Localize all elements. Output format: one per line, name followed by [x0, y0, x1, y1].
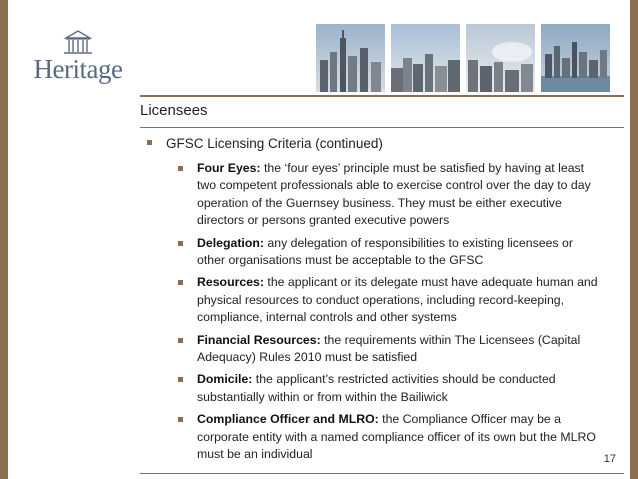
- bullet-marker: [178, 338, 183, 343]
- bullet-marker: [178, 280, 183, 285]
- bullet-marker: [178, 166, 183, 171]
- bullet-marker: [178, 241, 183, 246]
- title-divider: [140, 127, 624, 128]
- item-text: the applicant’s restricted activities should be conducted substantially within or from within the Bailiwick: [197, 372, 556, 404]
- city-skyline-photo-1: [316, 24, 385, 92]
- page-number: 17: [603, 453, 616, 465]
- footer-divider: [140, 473, 624, 474]
- item-term: Financial Resources:: [197, 332, 321, 347]
- bullet-marker: [178, 377, 183, 382]
- left-border-bar: [0, 0, 8, 479]
- city-skyline-photo-2: [391, 24, 460, 92]
- list-item: [178, 371, 598, 406]
- bullet-marker: [147, 140, 152, 145]
- item-term: Compliance Officer and MLRO:: [197, 412, 379, 427]
- main-bullet-text: GFSC Licensing Criteria (continued): [166, 136, 383, 151]
- item-text: the Compliance Officer may be a corporate entity with a named compliance officer of its own but the MLRO must be an individual: [197, 412, 596, 462]
- item-text: the requirements within The Licensees (Capital Adequacy) Rules 2010 must be satisfied: [197, 332, 581, 365]
- header-photo-strip: [316, 24, 610, 92]
- item-text: the applicant or its delegate must have adequate human and physical resources to conduct operations, including record-keeping, compliance, internal controls and other systems: [197, 275, 598, 325]
- list-item: [178, 274, 598, 326]
- item-term: Domicile:: [197, 372, 253, 387]
- header-divider: [140, 95, 624, 97]
- logo-wordmark: Heritage: [33, 54, 123, 84]
- item-text: any delegation of responsibilities to existing licensees or other organisations must be acceptable to the GFSC: [197, 235, 573, 268]
- right-border-bar: [630, 0, 638, 479]
- list-item: [178, 160, 598, 230]
- list-item: [178, 411, 598, 463]
- bullet-marker: [178, 417, 183, 422]
- item-text: the ‘four eyes’ principle must be satisfied by having at least two competent professionals able to exercise control over the day to day operation of the Guernsey business. They must be either executive directors or persons granted executive powers: [197, 161, 591, 228]
- item-term: Resources:: [197, 275, 264, 290]
- item-term: Four Eyes:: [197, 161, 261, 175]
- list-item: [178, 235, 598, 270]
- main-bullet: [147, 136, 383, 151]
- criteria-list: [178, 160, 598, 469]
- slide-title: Licensees: [140, 102, 208, 119]
- city-skyline-photo-4: [541, 24, 610, 92]
- item-term: Delegation:: [197, 235, 264, 250]
- heritage-logo: [26, 28, 130, 86]
- city-skyline-photo-3: [466, 24, 535, 92]
- list-item: [178, 332, 598, 367]
